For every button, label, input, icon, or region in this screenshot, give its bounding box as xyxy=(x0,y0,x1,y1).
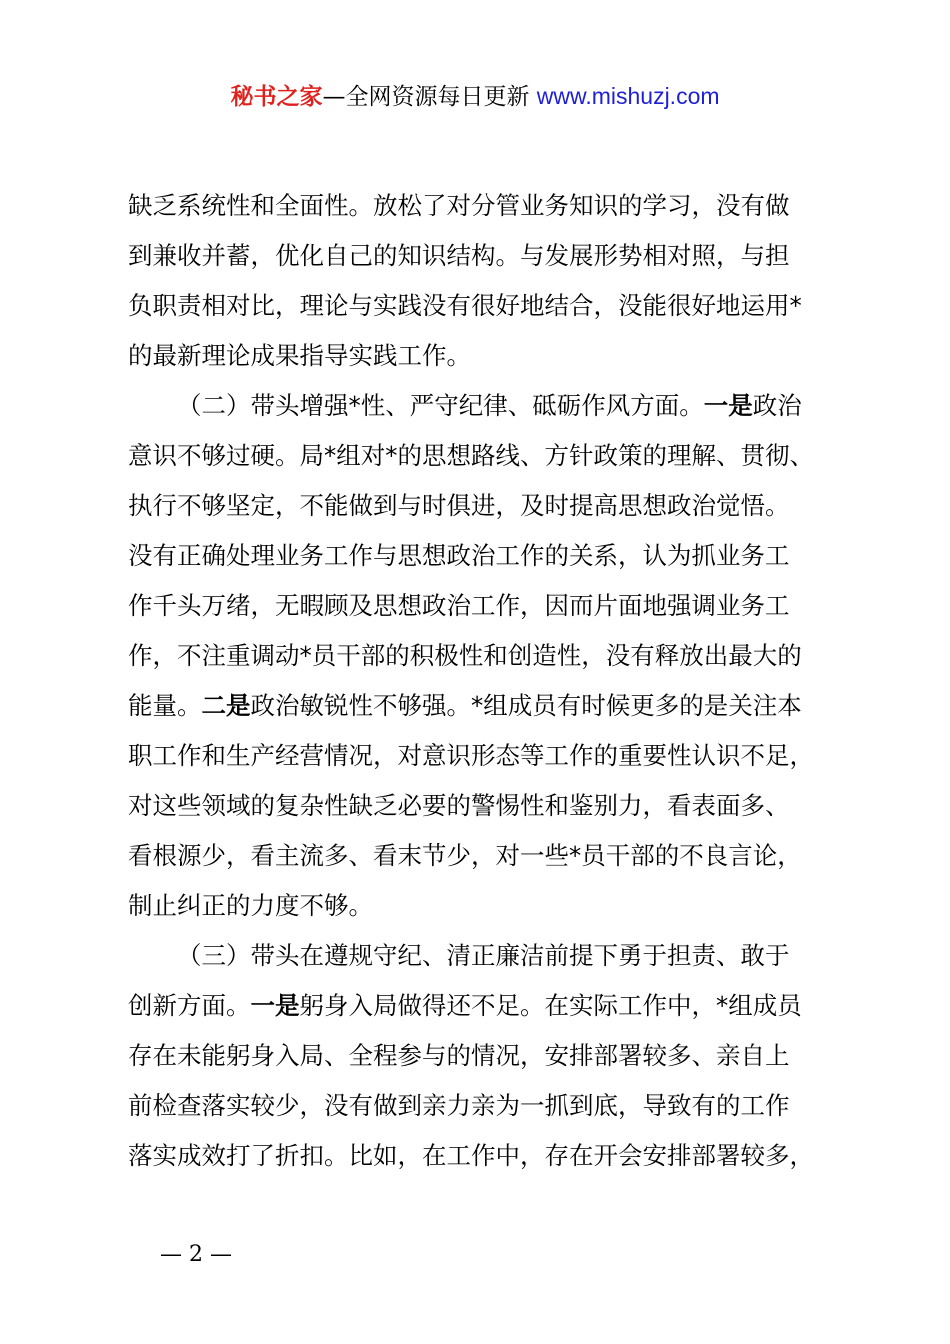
paragraph-3 xyxy=(128,931,848,1181)
text-line: 缺乏系统性和全面性。放松了对分管业务知识的学习，没有做 xyxy=(128,191,790,220)
site-url-link[interactable]: www.mishuzj.com xyxy=(536,83,720,109)
site-header xyxy=(0,80,950,113)
text-line: 看根源少，看主流多、看末节少，对一些*员干部的不良言论， xyxy=(128,841,802,870)
text-line: 对这些领域的复杂性缺乏必要的警惕性和鉴别力，看表面多、 xyxy=(128,791,790,820)
text-line: 负职责相对比，理论与实践没有很好地结合，没能很好地运用* xyxy=(128,291,802,320)
text-line: 制止纠正的力度不够。 xyxy=(128,891,373,920)
header-tagline: —全网资源每日更新 xyxy=(322,84,530,110)
document-body xyxy=(128,181,848,1181)
text-line: 意识不够过硬。局*组对*的思想路线、方针政策的理解、贯彻、 xyxy=(128,441,814,470)
text-line xyxy=(128,681,848,731)
text-line: 的最新理论成果指导实践工作。 xyxy=(128,341,471,370)
text-fragment: 躬身入局做得还不足。在实际工作中，*组成员 xyxy=(299,991,802,1020)
paragraph-1 xyxy=(128,181,848,381)
text-line xyxy=(128,381,848,431)
text-fragment: 政治敏锐性不够强。*组成员有时候更多的是关注本 xyxy=(250,691,802,720)
text-line: 没有正确处理业务工作与思想政治工作的关系，认为抓业务工 xyxy=(128,541,790,570)
brand-name: 秘书之家 xyxy=(230,84,323,110)
emphasis-first: 一是 xyxy=(250,991,300,1020)
text-line: 职工作和生产经营情况，对意识形态等工作的重要性认识不足， xyxy=(128,741,814,770)
text-line: 作，不注重调动*员干部的积极性和创造性，没有释放出最大的 xyxy=(128,641,802,670)
section-heading-3: （三）带头在遵规守纪、清正廉洁前提下勇于担责、敢于 xyxy=(177,941,790,970)
section-heading-2: （二）带头增强*性、严守纪律、砥砺作风方面。 xyxy=(177,391,704,420)
emphasis-second: 二是 xyxy=(201,691,251,720)
text-line: 落实成效打了折扣。比如，在工作中，存在开会安排部署较多， xyxy=(128,1141,814,1170)
text-line: 作千头万绪，无暇顾及思想政治工作，因而片面地强调业务工 xyxy=(128,591,790,620)
page-number: — 2 — xyxy=(160,1242,232,1267)
text-line: 存在未能躬身入局、全程参与的情况，安排部署较多、亲自上 xyxy=(128,1041,790,1070)
text-line: 到兼收并蓄，优化自己的知识结构。与发展形势相对照，与担 xyxy=(128,241,790,270)
text-fragment: 能量。 xyxy=(128,691,202,720)
text-fragment: 政治 xyxy=(752,391,802,420)
paragraph-2 xyxy=(128,381,848,931)
text-line xyxy=(128,981,848,1031)
text-fragment: 创新方面。 xyxy=(128,991,251,1020)
text-line: 前检查落实较少，没有做到亲力亲为一抓到底，导致有的工作 xyxy=(128,1091,790,1120)
text-line: 执行不够坚定，不能做到与时俱进，及时提高思想政治觉悟。 xyxy=(128,491,790,520)
emphasis-first: 一是 xyxy=(703,391,753,420)
